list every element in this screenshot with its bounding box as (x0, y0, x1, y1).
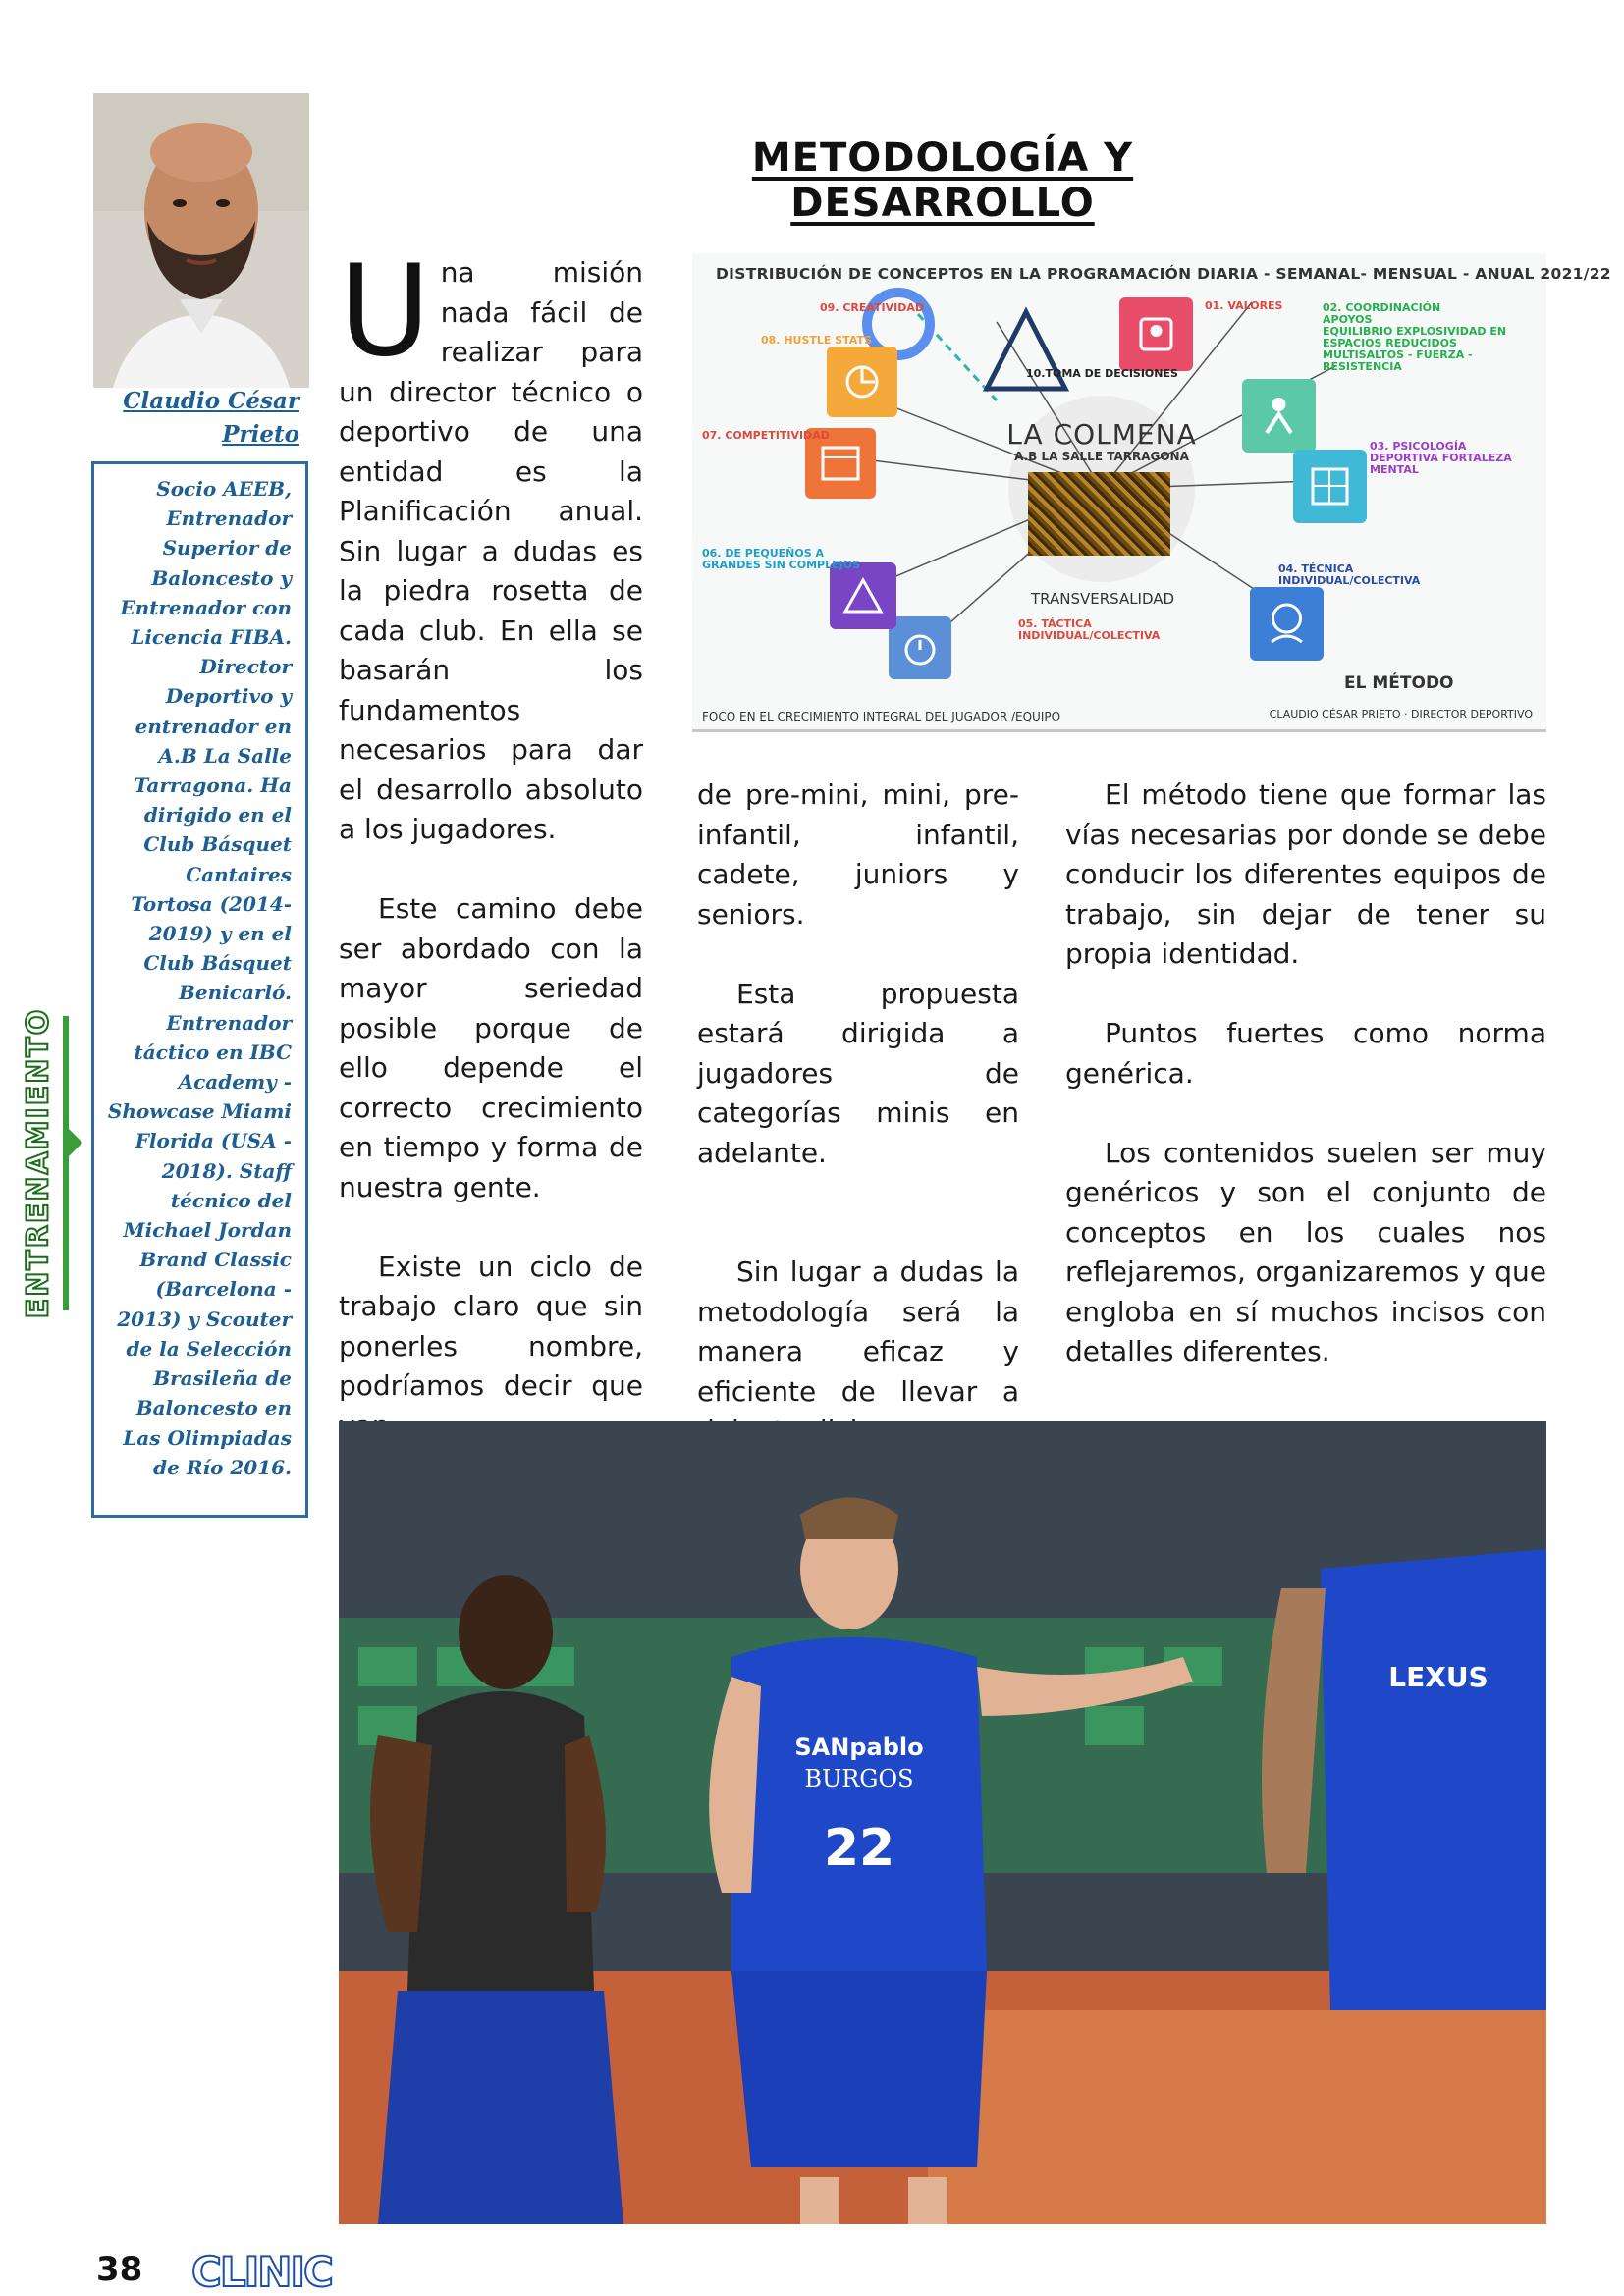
basketball-photo (339, 1421, 1546, 2224)
author-name-line1: Claudio César (123, 388, 299, 414)
label-coordination: 02. COORDINACIÓN APOYOS EQUILIBRIO EXPLOSIVIDAD EN ESPACIOS REDUCIDOS MULTISALTOS - FUERZA - RESISTENCIA (1323, 301, 1507, 373)
paragraph-1-text: na misión nada fácil de realizar para un director técnico o deportivo de una entidad es la Planificación anual. Sin lugar a dudas es la piedra rosetta de cada club. En ella se basarán los fundamentos necesarios para dar el desarrollo absoluto a los jugadores. (339, 256, 643, 845)
author-photo (93, 93, 309, 388)
author-name-line2: Prieto (222, 421, 299, 448)
paragraph-9: Los contenidos suelen ser muy genéricos y son el conjunto de conceptos en los cuales nos reflejaremos, organizaremos y que engloba en sí muchos incisos con detalles diferentes. (1065, 1136, 1546, 1367)
section-tab-notch (69, 1129, 82, 1156)
hub-name: LA COLMENA (1006, 418, 1197, 451)
technique-icon (1250, 587, 1324, 661)
paragraph-2: Este camino debe ser abordado con la mayor seriedad posible porque de ello depende el correcto crecimiento en tiempo y forma de nuestra gente. (339, 892, 643, 1203)
magazine-logo: CLINIC (191, 2248, 332, 2296)
label-technique: 04. TÉCNICA INDIVIDUAL/COLECTIVA (1278, 562, 1421, 587)
label-values: 01. VALORES (1205, 299, 1283, 312)
infographic-footer-left: FOCO EN EL CRECIMIENTO INTEGRAL DEL JUGADOR /EQUIPO (702, 710, 1061, 723)
author-bio-box (91, 461, 308, 1518)
author-bio: Socio AEEB, Entrenador Superior de Baloncesto y Entrenador con Licencia FIBA. Director Deportivo y entrenador en A.B La Salle Tarragona. Ha dirigido en el Club Básquet Cantaires Tortosa (2014-2019) y en el Club Básquet Benicarló. Entrenador táctico en IBC Academy - Showcase Miami Florida (USA - 2018). Staff técnico del Michael Jordan Brand Classic (Barcelona - 2013) y Scouter de la Selección Brasileña de Baloncesto en Las Olimpiadas de Río 2016. (107, 477, 292, 1479)
section-tab (14, 1007, 69, 1319)
label-competitiveness: 07. COMPETITIVIDAD (702, 429, 830, 442)
label-tactics: 05. TÁCTICA INDIVIDUAL/COLECTIVA (1018, 617, 1161, 642)
growth-icon (830, 562, 896, 629)
jersey-city: BURGOS (804, 1765, 914, 1792)
jersey-brand: SANpablo (794, 1734, 924, 1761)
page-number: 38 (96, 2250, 143, 2289)
hub-subtitle: A.B LA SALLE TARRAGONA (1014, 450, 1189, 463)
article-column-1 (339, 239, 643, 1486)
label-psychology: 03. PSICOLOGÍA DEPORTIVA FORTALEZA MENTAL (1370, 440, 1512, 476)
values-icon (1119, 297, 1193, 371)
coordination-icon (1242, 379, 1316, 453)
paragraph-6: Sin lugar a dudas la metodología será la manera eficaz y eficiente de llevar a (697, 1255, 1019, 1408)
paragraph-8: Puntos fuertes como norma genérica. (1065, 1017, 1546, 1090)
jersey-number: 22 (823, 1819, 895, 1878)
article-column-3 (1065, 775, 1546, 1412)
label-hustle-stats: 08. HUSTLE STATS (761, 334, 872, 347)
basketball-photo-illustration (339, 1421, 1546, 2224)
article-column-2 (697, 775, 1019, 1491)
psychology-icon (1293, 450, 1367, 523)
paragraph-1 (339, 239, 643, 850)
infographic-footer-right: CLAUDIO CÉSAR PRIETO · DIRECTOR DEPORTIVO (1269, 708, 1533, 721)
hub-colmena (989, 418, 1215, 565)
drop-cap: U (339, 239, 431, 385)
page-title: METODOLOGÍA Y DESARROLLO (751, 135, 1134, 226)
paragraph-5: Esta propuesta estará dirigida a jugadores de categorías minis en adelante. (697, 977, 1019, 1169)
paragraph-7: El método tiene que formar las vías necesarias por donde se debe conducir los diferentes equipos de trabajo, sin dejar de tener su propia identidad. (1065, 778, 1546, 970)
author-name (93, 385, 299, 452)
label-creativity: 09. CREATIVIDAD (820, 301, 925, 314)
paragraph-3: Existe un ciclo de trabajo claro que sin ponerles nombre, podríamos decir que (339, 1250, 643, 1402)
infographic-title: DISTRIBUCIÓN DE CONCEPTOS EN LA PROGRAMACIÓN DIARIA - SEMANAL- MENSUAL - ANUAL 2021/22 (716, 265, 1611, 283)
methodology-infographic (692, 253, 1611, 732)
section-label: ENTRENAMIENTO (21, 1007, 56, 1319)
label-decisions: 10.TOMA DE DECISIONES (1026, 367, 1178, 380)
hustle-stats-icon (827, 347, 897, 417)
label-growth: 06. DE PEQUEÑOS A GRANDES SIN COMPLEJOS (702, 547, 860, 571)
transversality-label: TRANSVERSALIDAD (1031, 590, 1175, 608)
sponsor-logo: LEXUS (1388, 1661, 1489, 1693)
el-metodo-label: EL MÉTODO (1344, 673, 1454, 693)
tactics-icon (889, 616, 951, 679)
paragraph-4: de pre-mini, mini, pre-infantil, infantil, cadete, juniors y seniors. (697, 778, 1019, 931)
honeycomb-image (1028, 472, 1170, 556)
